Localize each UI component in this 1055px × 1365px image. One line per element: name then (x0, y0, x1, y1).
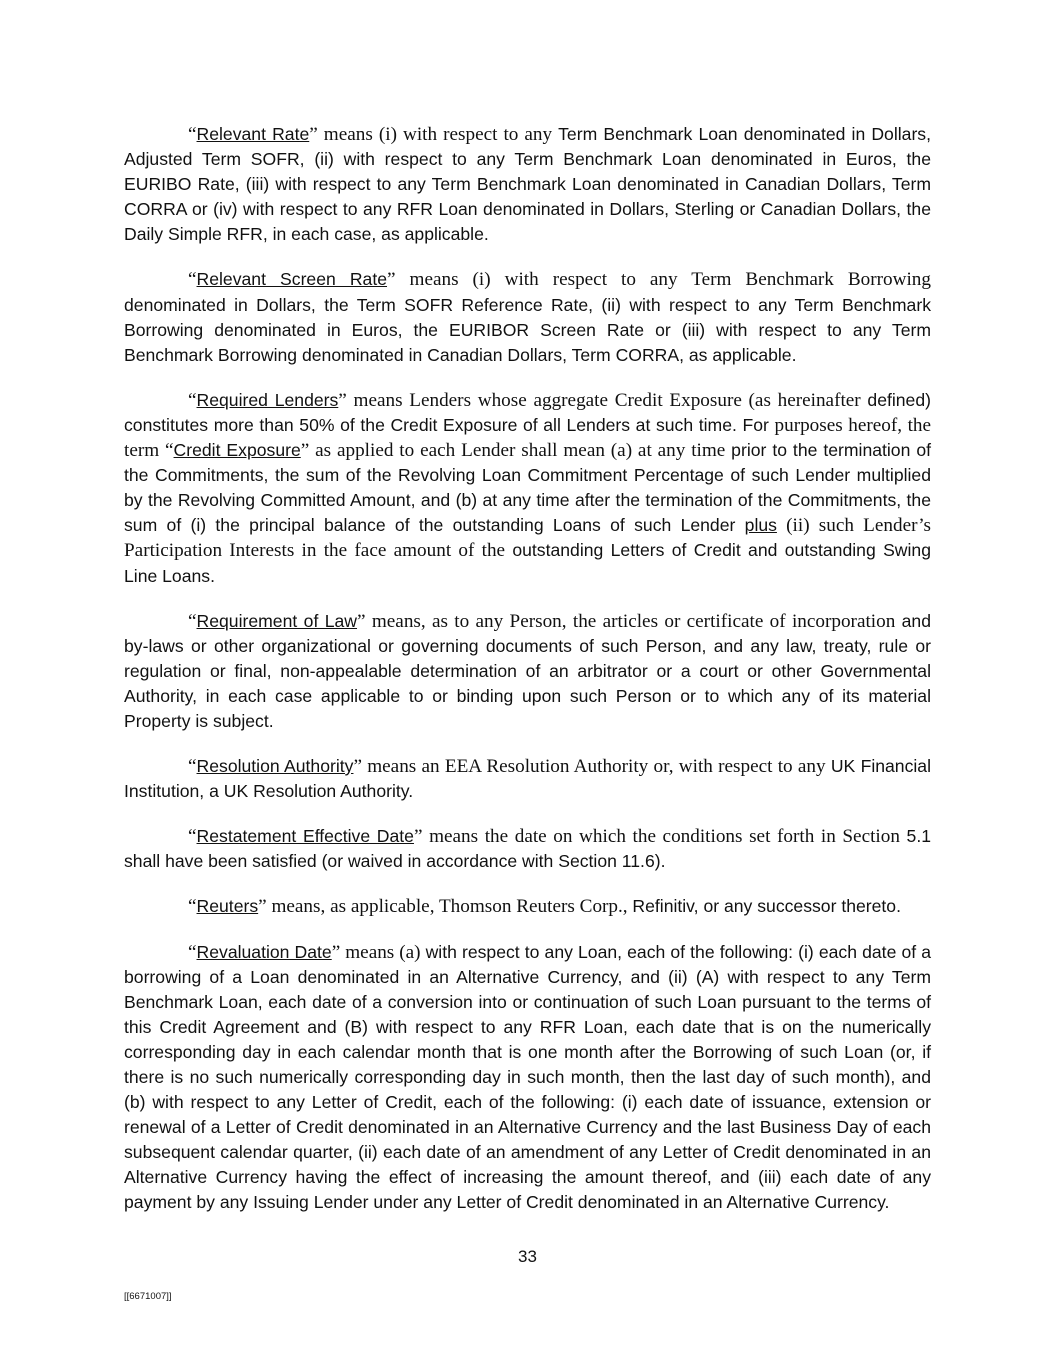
definition-body: ” as applied to each Lender shall mean (a) at any time (300, 440, 732, 462)
definition-lead: means, as applicable, Thomson Reuters Corp., (266, 896, 633, 918)
definition-reuters: “Reuters” means, as applicable, Thomson Reuters Corp., Refinitiv, or any successor thereto. (188, 896, 901, 918)
definition-revaluation-date: “Revaluation Date” means (a) with respect to any Loan, each of the following: (i) each date of a borrowing of a Loan denominated in an Alternative Currency, and (ii) (A) with respect to any Term Benchmark Loan, each date of a conversion into or continuation of such Loan pursuant to the terms of this Credit Agreement and (B) with respect to any RFR Loan, each date that is on the numerically corresponding day in each calendar month that is one month after the Borrowing of such Loan (or, if there is no such numerically corresponding day in such month, then the last day of such month), and (b) with respect to any Letter of Credit, each of the following: (i) each date of issuance, extension or renewal of a Letter of Credit denominated in an Alternative Currency and the last Business Day of each subsequent calendar quarter, (ii) each date of an amendment of any Letter of Credit denominated in an Alternative Currency having the effect of increasing the amount thereof, and (iii) each date of any payment by any Issuing Lender under any Letter of Credit denominated in an Alternative Currency. (124, 941, 932, 1213)
definition-lead: means (i) with respect to any Term Benchmark Borrowing (395, 269, 931, 291)
defined-term: Resolution Authority (196, 756, 354, 777)
definition-body: (ii) such Lender’s Participation Interests in the face amount of the (124, 515, 932, 562)
definition-relevant-screen-rate: “Relevant Screen Rate” means (i) with respect to any Term Benchmark Borrowing denominated in Dollars, the Term SOFR Reference Rate, (ii) with respect to any Term Benchmark Borrowing denominated in Euros, the EURIBOR Screen Rate or (iii) with respect to any Term Benchmark Borrowing denominated in Canadian Dollars, Term CORRA, as applicable. (124, 269, 931, 365)
emphasis-plus: plus (744, 515, 777, 536)
definition-body: with respect to any Loan, each of the following: (i) each date of a borrowing of a Loan denominated in an Alternative Currency, and (ii) (A) with respect to any Term Benchmark Loan, each date of a conversion into or continuation of such Loan pursuant to the terms of this Credit Agreement and (B) with respect to any RFR Loan, each date that is on the numerically corresponding day in each calendar month that is one month after the Borrowing of such Loan (or, if there is no such numerically corresponding day in such month, then the last day of such month), and (b) with respect to any Letter of Credit, each of the following: (i) each date of issuance, extension or renewal of a Letter of Credit denominated in an Alternative Currency and the last Business Day of each subsequent calendar quarter, (ii) each date of an amendment of any Letter of Credit denominated in an Alternative Currency having the effect of increasing the amount thereof, and (iii) each date of any payment by any Issuing Lender under any Letter of Credit denominated in an Alternative Currency. (124, 941, 932, 1213)
definition-body: Refinitiv, or any successor thereto. (632, 896, 901, 917)
definition-requirement-of-law: “Requirement of Law” means, as to any Person, the articles or certificate of incorporation and by-laws or other organizational or governing documents of such Person, and any law, treaty, rule or regulation or final, non-appealable determination of an arbitrator or a court or other Governmental Authority, in each case applicable to or binding upon such Person or to which any of its material Property is subject. (124, 610, 931, 731)
definition-lead: means, as to any Person, the articles or certificate of incorporation (365, 610, 902, 632)
definition-body: UK Financial Institution, a UK Resolution Authority. (124, 756, 931, 802)
definition-restatement-effective-date: “Restatement Effective Date” means the date on which the conditions set forth in Section 5.1 shall have been satisfied (or waived in accordance with Section 11.6). (124, 826, 931, 872)
definition-lead: means Lenders whose aggregate Credit Exposure (as hereinafter (346, 389, 868, 411)
defined-term: Required Lenders (196, 389, 339, 410)
definition-lead: means the date on which the conditions set forth in Section (422, 826, 907, 848)
defined-term: Relevant Screen Rate (196, 269, 388, 290)
defined-term: Requirement of Law (196, 610, 358, 631)
page-number: 33 (518, 1247, 537, 1266)
defined-term: Reuters (196, 896, 259, 917)
definition-lead: means (i) with respect to any (317, 124, 559, 145)
definition-body: prior to the termination of the Commitments, the sum of the Revolving Loan Commitment Percentage of such Lender multiplied by the Revolving Committed Amount, and (b) at any time after the termination of the Commitments, the sum of (i) the principal balance of the outstanding Loans of such Lender (124, 440, 931, 536)
definition-body: outstanding Letters of Credit and outstanding Swing Line Loans. (124, 540, 931, 586)
definition-body: defined) constitutes more than 50% of the Credit Exposure of all Lenders at such time. For (124, 389, 931, 435)
definition-body: and by-laws or other organizational or governing documents of such Person, and any law, treaty, rule or regulation or final, non-appealable determination of an arbitrator or a court or other Governmental Authority, in each case applicable to or binding upon such Person or to which any of its material Property is subject. (124, 610, 931, 731)
definition-lead: means (a) (340, 941, 426, 963)
definition-body: purposes hereof, the term “ (124, 414, 932, 462)
document-id: [[6671007]] (124, 1291, 172, 1302)
defined-term: Revaluation Date (196, 941, 332, 962)
definition-body: denominated in Dollars, the Term SOFR Reference Rate, (ii) with respect to any Term Benchmark Borrowing denominated in Euros, the EURIBOR Screen Rate or (iii) with respect to any Term Benchmark Borrowing denominated in Canadian Dollars, Term CORRA, as applicable. (124, 294, 931, 365)
definition-body: 5.1 shall have been satisfied (or waived in accordance with Section 11.6). (124, 826, 931, 872)
document-body (124, 122, 931, 1236)
definition-resolution-authority: “Resolution Authority” means an EEA Resolution Authority or, with respect to any UK Financial Institution, a UK Resolution Authority. (124, 756, 931, 802)
definition-relevant-rate: “Relevant Rate” means (i) with respect to any Term Benchmark Loan denominated in Dollars, Adjusted Term SOFR, (ii) with respect to any Term Benchmark Loan denominated in Euros, the EURIBO Rate, (iii) with respect to any Term Benchmark Loan denominated in Canadian Dollars, Term CORRA or (iv) with respect to any RFR Loan denominated in Dollars, Sterling or Canadian Dollars, the Daily Simple RFR, in each case, as applicable. (124, 124, 931, 245)
defined-term: Relevant Rate (196, 124, 310, 144)
defined-term: Restatement Effective Date (196, 826, 414, 847)
definition-required-lenders: “Required Lenders” means Lenders whose aggregate Credit Exposure (as hereinafter defined) constitutes more than 50% of the Credit Exposure of all Lenders at such time. For purposes hereof, the term “Credit Exposure” as applied to each Lender shall mean (a) at any time prior to the termination of the Commitments, the sum of the Revolving Loan Commitment Percentage of such Lender multiplied by the Revolving Committed Amount, and (b) at any time after the termination of the Commitments, the sum of (i) the principal balance of the outstanding Loans of such Lender plus (ii) such Lender’s Participation Interests in the face amount of the outstanding Letters of Credit and outstanding Swing Line Loans. (124, 389, 932, 586)
defined-subterm: Credit Exposure (173, 440, 301, 461)
definition-body: Term Benchmark Loan denominated in Dollars, Adjusted Term SOFR, (ii) with respect to any Term Benchmark Loan denominated in Euros, the EURIBO Rate, (iii) with respect to any Term Benchmark Loan denominated in Canadian Dollars, Term CORRA or (iv) with respect to any RFR Loan denominated in Dollars, Sterling or Canadian Dollars, the Daily Simple RFR, in each case, as applicable. (124, 124, 931, 245)
definition-lead: means an EEA Resolution Authority or, with respect to any (362, 756, 831, 778)
